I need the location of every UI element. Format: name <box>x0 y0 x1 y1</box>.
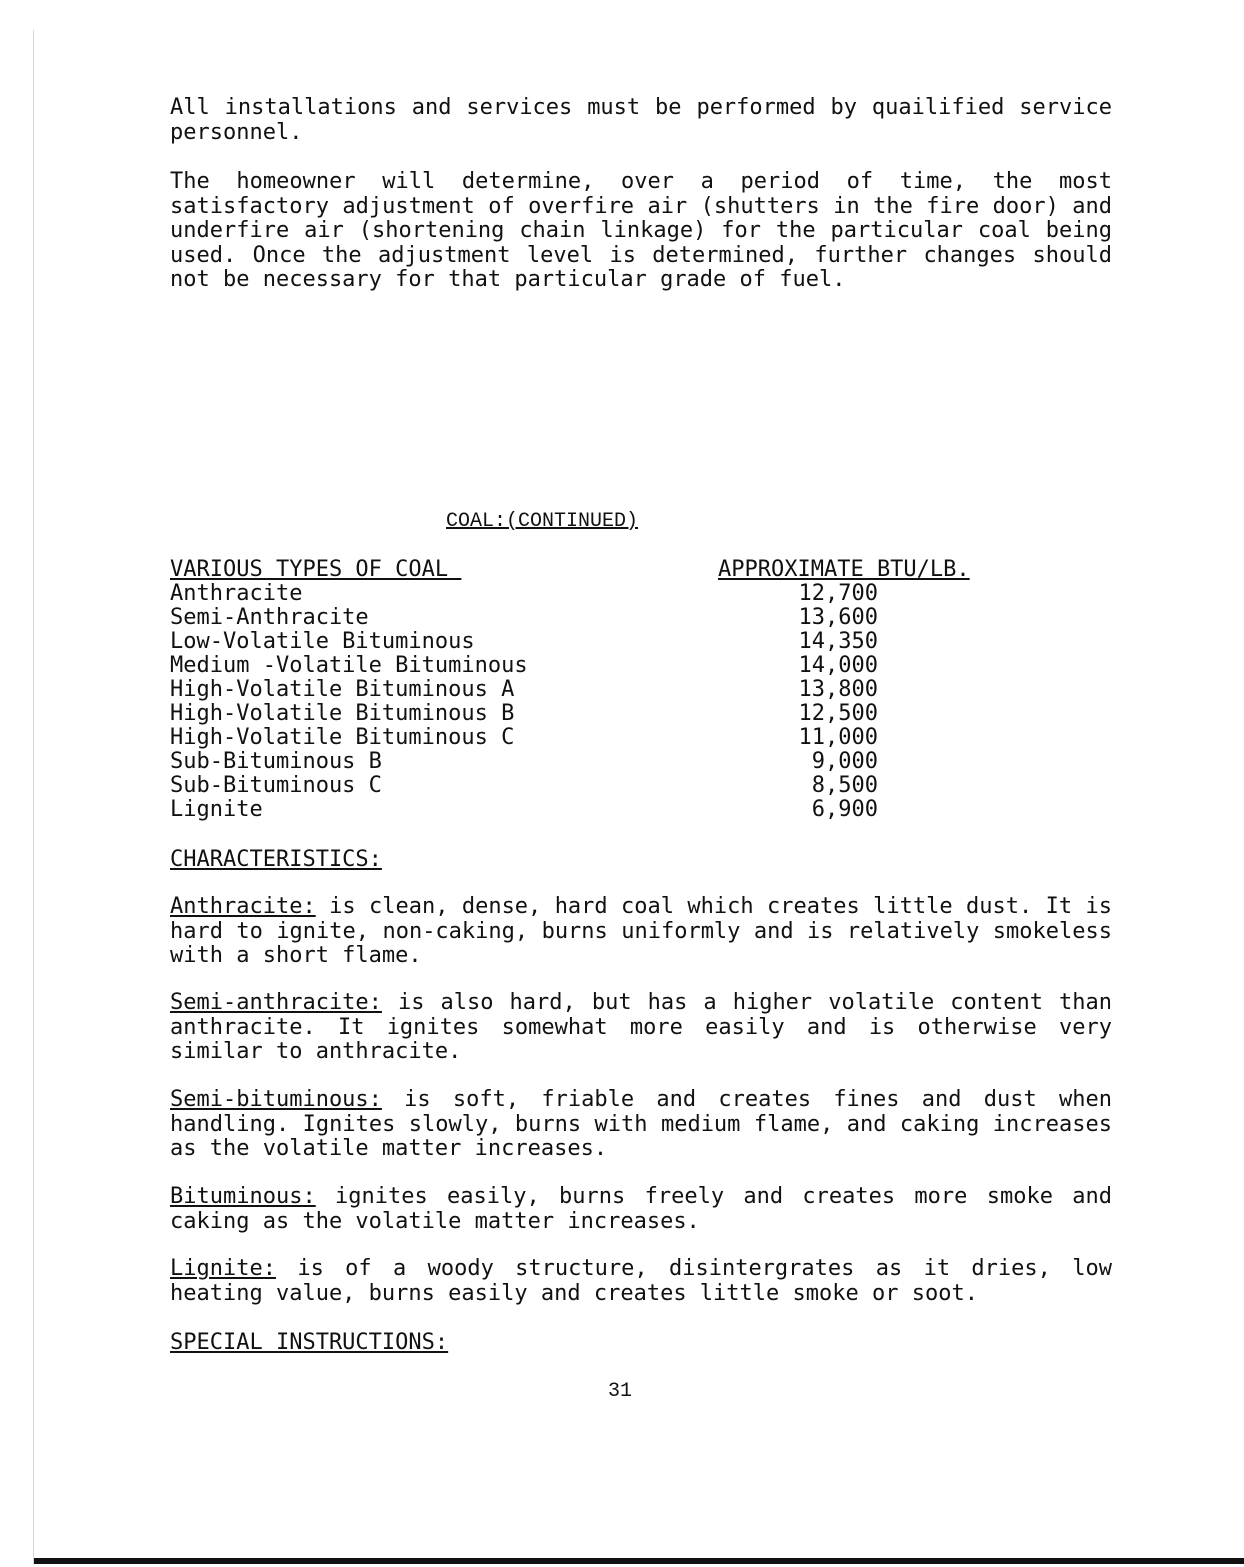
table-header-row <box>170 558 1030 582</box>
special-instructions-heading: SPECIAL INSTRUCTIONS: <box>170 1330 449 1355</box>
btu-value-cell: 6,900 <box>811 797 878 822</box>
characteristics-heading: CHARACTERISTICS: <box>170 847 382 872</box>
coal-type-cell: Anthracite <box>170 581 303 606</box>
btu-value-cell: 12,700 <box>798 581 878 606</box>
term-label: Bituminous: <box>170 1184 316 1209</box>
coal-types-table <box>170 558 1030 822</box>
btu-value-cell: 13,600 <box>798 605 878 630</box>
characteristic-bituminous <box>170 1185 1112 1234</box>
term-label: Semi-bituminous: <box>170 1087 382 1112</box>
page-bottom-edge <box>34 1558 1244 1564</box>
coal-type-cell: Lignite <box>170 797 263 822</box>
term-description: is also hard, but has a higher volatile content than anthracite. It ignites somewhat more easily and is otherwise very similar to anthracite. <box>170 990 1112 1064</box>
table-row <box>170 678 1030 702</box>
table-row <box>170 606 1030 630</box>
table-row <box>170 750 1030 774</box>
term-label: Lignite: <box>170 1256 276 1281</box>
coal-type-cell: Medium -Volatile Bituminous <box>170 653 528 678</box>
coal-type-cell: High-Volatile Bituminous B <box>170 701 515 726</box>
characteristic-anthracite <box>170 895 1112 969</box>
term-label: Semi-anthracite: <box>170 990 382 1015</box>
term-description: is clean, dense, hard coal which creates little dust. It is hard to ignite, non-caking, burns uniformly and is relatively smokeless with a short flame. <box>170 894 1112 968</box>
btu-value-cell: 13,800 <box>798 677 878 702</box>
coal-type-cell: Semi-Anthracite <box>170 605 369 630</box>
coal-type-cell: Low-Volatile Bituminous <box>170 629 475 654</box>
table-row <box>170 798 1030 822</box>
table-row <box>170 726 1030 750</box>
coal-type-cell: Sub-Bituminous C <box>170 773 382 798</box>
intro-paragraph-air-adjustment: The homeowner will determine, over a period of time, the most satisfactory adjustment of overfire air (shutters in the fire door) and underfire air (shortening chain linkage) for the particular coal being used. Once the adjustment level is determined, further changes should not be necessary for that particular grade of fuel. <box>170 169 1112 292</box>
btu-value-cell: 9,000 <box>811 749 878 774</box>
btu-value-cell: 8,500 <box>811 773 878 798</box>
column-header-btu: APPROXIMATE BTU/LB. <box>718 557 970 582</box>
btu-value-cell: 11,000 <box>798 725 878 750</box>
btu-value-cell: 12,500 <box>798 701 878 726</box>
term-description: is soft, friable and creates fines and dust when handling. Ignites slowly, burns with medium flame, and caking increases as the volatile matter increases. <box>170 1087 1112 1161</box>
column-header-coal-type: VARIOUS TYPES OF COAL <box>170 557 462 582</box>
btu-value-cell: 14,000 <box>798 653 878 678</box>
table-row <box>170 630 1030 654</box>
section-title-coal-continued: COAL:(CONTINUED) <box>446 510 639 533</box>
term-description: ignites easily, burns freely and creates more smoke and caking as the volatile matter increases. <box>170 1184 1112 1234</box>
intro-paragraph-qualified-personnel: All installations and services must be performed by quailified service personnel. <box>170 95 1112 145</box>
coal-type-cell: Sub-Bituminous B <box>170 749 382 774</box>
coal-type-cell: High-Volatile Bituminous A <box>170 677 515 702</box>
characteristic-semi-bituminous <box>170 1088 1112 1162</box>
page-left-edge <box>33 30 34 1565</box>
characteristic-semi-anthracite <box>170 991 1112 1065</box>
term-description: is of a woody structure, disintergrates as it dries, low heating value, burns easily and creates little smoke or soot. <box>170 1256 1112 1306</box>
coal-type-cell: High-Volatile Bituminous C <box>170 725 515 750</box>
table-row <box>170 582 1030 606</box>
btu-value-cell: 14,350 <box>798 629 878 654</box>
table-row <box>170 702 1030 726</box>
page-number: 31 <box>608 1380 633 1403</box>
table-row <box>170 774 1030 798</box>
characteristic-lignite <box>170 1257 1112 1306</box>
term-label: Anthracite: <box>170 894 316 919</box>
table-row <box>170 654 1030 678</box>
